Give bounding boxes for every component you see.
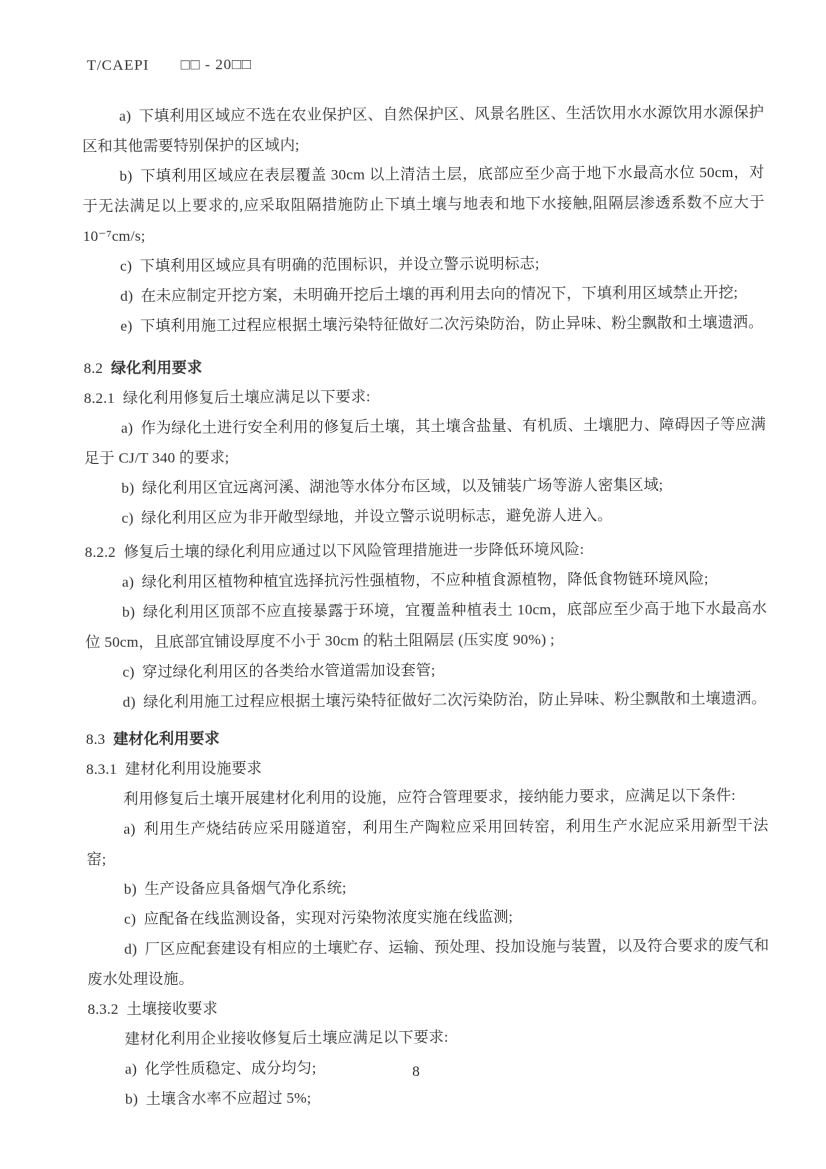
list-item: b) 绿化利用区宜远离河溪、湖池等水体分布区域，以及铺装广场等游人密集区域; <box>121 477 664 497</box>
heading-number: 8.3.2 <box>87 1001 119 1018</box>
page-number: 8 <box>412 1063 420 1081</box>
list-item: a) 利用生产烧结砖应采用隧道窑，利用生产陶粒应采用回转窑，利用生产水泥应采用新型干法窑; <box>86 817 769 868</box>
list-item: a) 作为绿化土进行安全利用的修复后土壤，其土壤含盐量、有机质、土壤肥力、障碍因子等应满足于 CJ/T 340 的要求; <box>84 416 767 468</box>
section-heading-8-2 <box>84 350 766 384</box>
document-code-header: T/CAEPI □□ - 20□□ <box>86 56 252 74</box>
list-item: b) 土壤含水率不应超过 5%; <box>125 1090 312 1108</box>
heading-number: 8.2.2 <box>84 544 116 562</box>
list-item: c) 穿过绿化利用区的各类给水管道需加设套管; <box>122 662 436 681</box>
document-body <box>82 98 770 1115</box>
subsection-heading-8-2-1 <box>84 380 766 414</box>
list-item: d) 厂区应配套建设有相应的土壤贮存、运输、预处理、投加设施与装置，以及符合要求的废气和废水处理设施。 <box>87 937 770 988</box>
list-item: e) 下填利用施工过程应根据土壤污染特征做好二次污染防治，防止异味、粉尘飘散和土壤遗洒。 <box>120 314 764 335</box>
list-item: a) 下填利用区域应不选在农业保护区、自然保护区、风景名胜区、生活饮用水水源饮用水源保护区和其他需要特别保护的区域内; <box>82 104 765 156</box>
heading-title: 绿化利用修复后土壤应满足以下要求: <box>122 389 371 407</box>
heading-number: 8.2 <box>83 360 104 378</box>
list-item: a) 绿化利用区植物种植宜选择抗污性强植物，不应种植食源植物，降低食物链环境风险; <box>121 571 709 591</box>
list-item: b) 下填利用区域应在表层覆盖 30cm 以上清洁土层，底部应至少高于地下水最高水位 50cm，对于无法满足以上要求的,应采取阻隔措施防止下填土壤与地表和地下水接触,阻隔层渗透系数不应大于 10⁻⁷cm/s; <box>82 164 765 246</box>
list-item: c) 下填利用区域应具有明确的范围标识，并设立警示说明标志; <box>120 256 540 275</box>
subsection-heading-8-3-1 <box>86 751 768 785</box>
list-item: b) 生产设备应具备烟气净化系统; <box>123 880 347 898</box>
list-item: d) 绿化利用施工过程应根据土壤污染特征做好二次污染防治，防止异味、粉尘飘散和土壤遗洒。 <box>122 690 767 711</box>
section-heading-8-3 <box>86 721 768 755</box>
list-item: c) 应配备在线监测设备，实现对污染物浓度实施在线监测; <box>123 909 514 928</box>
list-item: d) 在未应制定开挖方案，未明确开挖后土壤的再利用去向的情况下，下填利用区域禁止开挖; <box>120 285 739 305</box>
list-item: b) 绿化利用区顶部不应直接暴露于环境，宜覆盖种植表土 10cm，底部应至少高于地下水最高水位 50cm，且底部宜铺设厚度不小于 30cm 的粘土阻隔层 (压实度 90%) ; <box>85 600 768 652</box>
heading-title: 建材化利用设施要求 <box>125 760 262 778</box>
heading-number: 8.2.1 <box>83 390 115 408</box>
heading-title: 绿化利用要求 <box>110 360 203 377</box>
paragraph: 利用修复后土壤开展建材化利用的设施，应符合管理要求，接纳能力要求，应满足以下条件: <box>123 788 736 808</box>
heading-number: 8.3.1 <box>86 761 118 779</box>
heading-number: 8.3 <box>85 731 106 749</box>
heading-title: 建材化利用要求 <box>113 731 220 748</box>
subsection-heading-8-3-2 <box>88 991 770 1025</box>
heading-title: 修复后土壤的绿化利用应通过以下风险管理措施进一步降低环境风险: <box>123 541 585 561</box>
list-item: c) 绿化利用区应为非开敞型绿地，并设立警示说明标志，避免游人进入。 <box>121 507 613 527</box>
list-item: a) 化学性质稳定、成分均匀; <box>124 1060 317 1078</box>
subsection-heading-8-2-2 <box>85 534 767 568</box>
paragraph: 建材化利用企业接收修复后土壤应满足以下要求: <box>124 1029 449 1048</box>
heading-title: 土壤接收要求 <box>126 1001 218 1018</box>
